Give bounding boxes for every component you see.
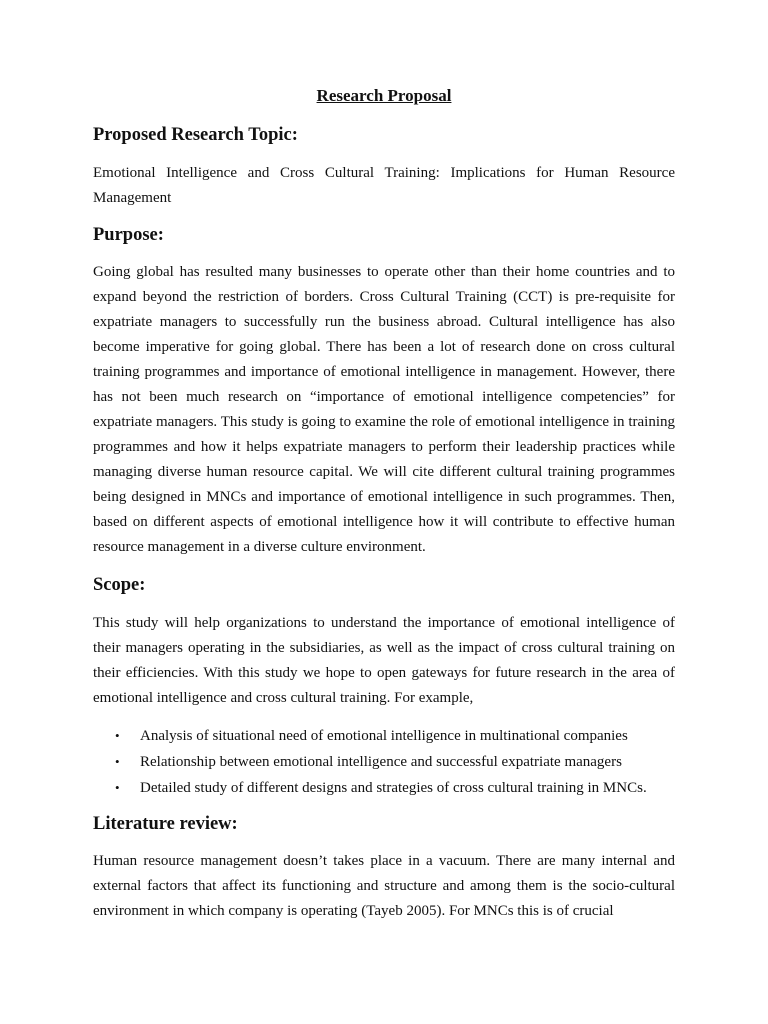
bullet-icon: • bbox=[115, 728, 120, 743]
bullet-icon: • bbox=[115, 754, 120, 769]
literature-review-heading: Literature review: bbox=[93, 814, 238, 834]
list-item-text: Analysis of situational need of emotional intelligence in multinational companies bbox=[140, 728, 628, 744]
list-item bbox=[93, 723, 675, 749]
document-title: Research Proposal bbox=[316, 86, 452, 105]
purpose-text: Going global has resulted many businesses to operate other than their home countries and to expand beyond the restriction of borders. Cross Cultural Training (CCT) is pre-requisite for expatriate managers to successfully run the business abroad. Cultural intelligence has also become imperative for going global. There has been a lot of research done on cross cultural training programmes and importance of emotional intelligence in management. However, there has not been much research on “importance of emotional intelligence competencies” for expatriate managers. This study is going to examine the role of emotional intelligence in training programmes and how it helps expatriate managers to perform their leadership practices while managing diverse human resource capital. We will cite different cultural training programmes being designed in MNCs and importance of emotional intelligence in such programmes. Then, based on different aspects of emotional intelligence how it will contribute to effective human resource management in a diverse culture environment. bbox=[93, 264, 675, 555]
scope-text: This study will help organizations to understand the importance of emotional intelligence of their managers operating in the subsidiaries, as well as the impact of cross cultural training on their efficiencies. With this study we hope to open gateways for future research in the area of emotional intelligence and cross cultural training. For example, bbox=[93, 615, 675, 706]
topic-text: Emotional Intelligence and Cross Cultural Training: Implications for Human Resource Management bbox=[93, 165, 675, 206]
list-item-text: Detailed study of different designs and strategies of cross cultural training in MNCs. bbox=[140, 780, 647, 796]
scope-bullet-list bbox=[93, 723, 675, 801]
list-item bbox=[93, 775, 675, 801]
scope-heading: Scope: bbox=[93, 575, 146, 595]
purpose-heading: Purpose: bbox=[93, 225, 164, 245]
literature-review-text: Human resource management doesn’t takes place in a vacuum. There are many internal and external factors that affect its functioning and structure and among them is the socio-cultural environment in which company is operating (Tayeb 2005). For MNCs this is of crucial bbox=[93, 853, 675, 919]
bullet-icon: • bbox=[115, 780, 120, 795]
list-item bbox=[93, 749, 675, 775]
topic-heading: Proposed Research Topic: bbox=[93, 125, 298, 145]
list-item-text: Relationship between emotional intelligence and successful expatriate managers bbox=[140, 754, 622, 770]
